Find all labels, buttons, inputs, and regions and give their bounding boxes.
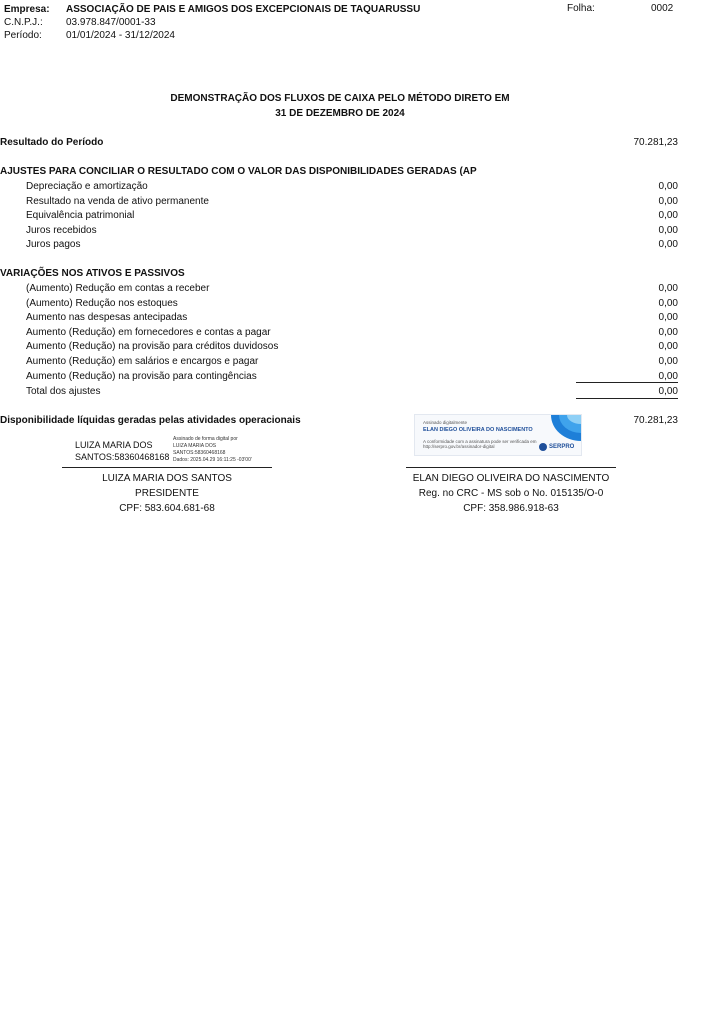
resultado-value: 70.281,23 [633,137,678,148]
signer-right-name: ELAN DIEGO OLIVEIRA DO NASCIMENTO [412,473,610,484]
line-item-label: Aumento (Redução) na provisão para contingências [26,370,257,382]
line-item-label: Equivalência patrimonial [26,210,135,222]
govbr-verify-text: A conformidade com a assinatura pode ser verificada em http://serpro.gov.br/assinador-digital [423,439,537,449]
signer-left-line2: SANTOS:58360468168 [75,452,170,462]
line-item-value: 0,00 [658,239,678,251]
resultado-label: Resultado do Período [0,137,104,148]
empresa-value: ASSOCIAÇÃO DE PAIS E AMIGOS DOS EXCEPCIONAIS DE TAQUARUSSU [66,4,421,15]
line-item-label: Depreciação e amortização [26,181,148,192]
stamp-line3: SANTOS:58360468168 [173,450,226,456]
signature-line-left [62,467,272,468]
disponibilidade-value: 70.281,23 [633,415,678,426]
total-value: 0,00 [658,386,678,397]
govbr-arc-icon [551,415,581,441]
report-title-line1: DEMONSTRAÇÃO DOS FLUXOS DE CAIXA PELO MÉTODO DIRETO EM [170,93,510,104]
line-item-label: Aumento (Redução) em fornecedores e contas a pagar [26,326,271,338]
line-item-label: Aumento nas despesas antecipadas [26,312,188,324]
stamp-line1: Assinado de forma digital por [173,436,238,442]
ajustes-heading: AJUSTES PARA CONCILIAR O RESULTADO COM O VALOR DAS DISPONIBILIDADES GERADAS (AP [0,166,477,177]
govbr-small-text: Assinado digitalmente [423,420,468,425]
line-item-label: Juros pagos [26,239,81,251]
line-item-label: Juros recebidos [26,224,97,236]
cnpj-label: C.N.P.J.: [4,17,43,28]
signer-left-name: LUIZA MARIA DOS SANTOS [102,473,232,484]
line-item-label: (Aumento) Redução nos estoques [26,297,178,309]
stamp-line4: Dados: 2025.04.29 16:11:25 -03'00' [173,457,252,463]
report-title-line2: 31 DE DEZEMBRO DE 2024 [275,108,405,119]
signer-left-role: PRESIDENTE [135,488,199,499]
line-item-value: 0,00 [658,356,678,367]
govbr-signer-name: ELAN DIEGO OLIVEIRA DO NASCIMENTO [423,427,533,433]
signer-right-crc: Reg. no CRC - MS sob o No. 015135/O-0 [418,488,604,499]
line-item-label: Aumento (Redução) em salários e encargos e pagar [26,356,259,367]
periodo-label: Período: [4,30,42,41]
line-item-value: 0,00 [658,326,678,338]
variacoes-heading: VARIAÇÕES NOS ATIVOS E PASSIVOS [0,268,185,279]
govbr-signature-stamp [414,414,582,456]
total-underline [576,398,678,399]
serpro-logo-icon [539,443,547,451]
line-item-value: 0,00 [658,297,678,309]
line-item-value: 0,00 [658,181,678,192]
folha-value: 0002 [651,3,674,14]
folha-label: Folha: [567,3,595,14]
line-item-value: 0,00 [658,370,678,382]
total-rule [576,382,678,383]
line-item-label: Aumento (Redução) na provisão para créditos duvidosos [26,341,279,353]
line-item-label: Resultado na venda de ativo permanente [26,195,209,207]
total-label: Total dos ajustes [26,386,101,397]
periodo-value: 01/01/2024 - 31/12/2024 [66,30,175,41]
signer-left-line1: LUIZA MARIA DOS [75,440,153,450]
line-item-value: 0,00 [658,195,678,207]
cnpj-value: 03.978.847/0001-33 [66,17,156,28]
line-item-label: (Aumento) Redução em contas a receber [26,283,210,294]
line-item-value: 0,00 [658,341,678,353]
empresa-label: Empresa: [4,4,50,15]
signer-right-cpf: CPF: 358.986.918-63 [463,503,559,514]
stamp-line2: LUIZA MARIA DOS [173,443,217,449]
line-item-value: 0,00 [658,312,678,324]
signature-line-right [406,467,616,468]
line-item-value: 0,00 [658,210,678,222]
signer-left-cpf: CPF: 583.604.681-68 [119,503,215,514]
line-item-value: 0,00 [658,283,678,294]
line-item-value: 0,00 [658,224,678,236]
disponibilidade-label: Disponibilidade líquidas geradas pelas atividades operacionais [0,415,301,426]
serpro-logo-text: SERPRO [549,444,575,450]
